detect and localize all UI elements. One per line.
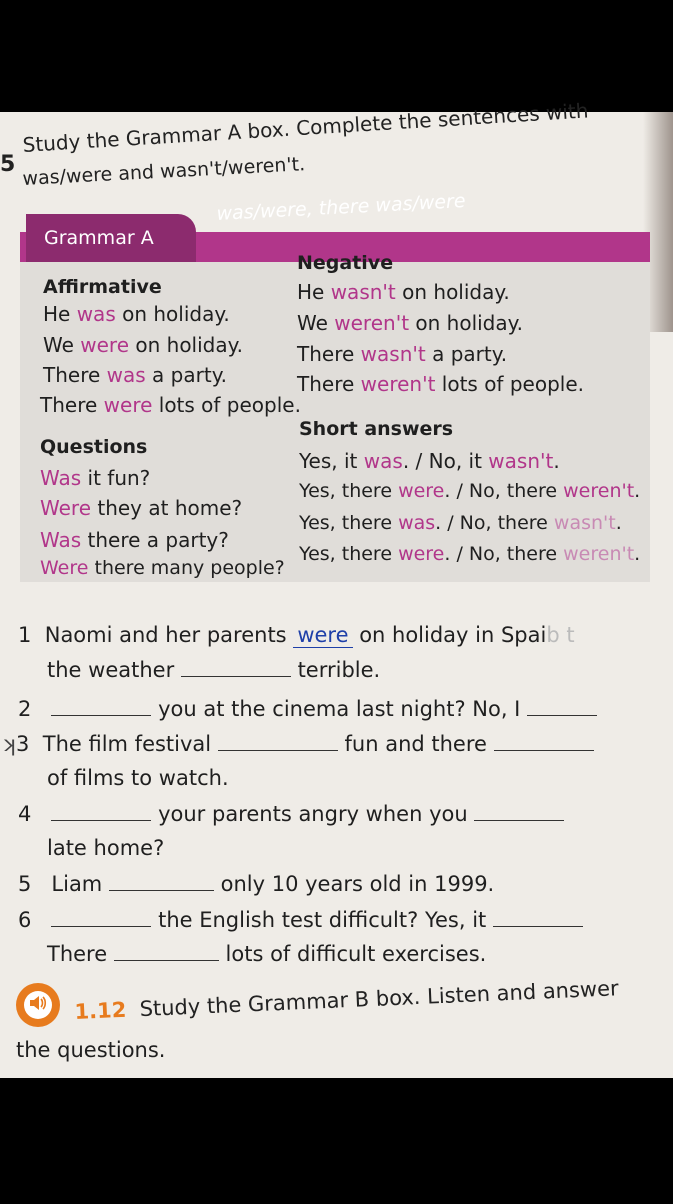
exercise-5-instruction-line-1: Study the Grammar A box. Complete the sentences with xyxy=(22,98,590,157)
blank-field[interactable] xyxy=(114,942,219,961)
item-4-line-2: late home? xyxy=(47,836,165,860)
negative-heading: Negative xyxy=(297,252,394,274)
blank-field[interactable] xyxy=(181,658,291,677)
short-answers-heading: Short answers xyxy=(299,418,454,440)
affirmative-example: He was on holiday. xyxy=(43,302,230,326)
affirmative-example: There were lots of people. xyxy=(40,393,301,417)
negative-example: There weren't lots of people. xyxy=(297,372,584,396)
blank-field[interactable] xyxy=(51,908,151,927)
pencil-mark: ʞ xyxy=(2,732,17,756)
blank-field[interactable] xyxy=(527,697,597,716)
exercise-6-instruction-line-1: 1.12 Study the Grammar B box. Listen and answer xyxy=(74,976,620,1024)
grammar-a-subtitle: was/were, there was/were xyxy=(216,189,467,225)
question-example: Was it fun? xyxy=(40,466,151,490)
affirmative-example: We were on holiday. xyxy=(43,333,243,357)
exercise-5-instruction-line-2: was/were and wasn't/weren't. xyxy=(22,153,306,190)
blank-field[interactable] xyxy=(494,732,594,751)
affirmative-example: There was a party. xyxy=(43,363,228,387)
item-6-line-2: There lots of difficult exercises. xyxy=(47,942,487,966)
item-3-line-2: of films to watch. xyxy=(47,766,229,790)
item-2: 2 you at the cinema last night? No, I xyxy=(18,697,597,721)
affirmative-heading: Affirmative xyxy=(43,276,162,298)
question-example: Was there a party? xyxy=(40,528,229,552)
negative-example: We weren't on holiday. xyxy=(297,311,523,335)
blank-field[interactable] xyxy=(51,697,151,716)
question-example: Were they at home? xyxy=(40,496,243,520)
short-answer-example: Yes, there were. / No, there weren't. xyxy=(299,480,641,502)
exercise-5-number: 5 xyxy=(0,152,16,177)
negative-example: There wasn't a party. xyxy=(297,342,508,366)
blank-field[interactable] xyxy=(474,802,564,821)
blank-field[interactable] xyxy=(109,872,214,891)
short-answer-example: Yes, it was. / No, it wasn't. xyxy=(299,449,560,473)
speaker-icon xyxy=(29,995,47,1011)
short-answer-example: Yes, there were. / No, there weren't. xyxy=(299,543,641,565)
negative-example: He wasn't on holiday. xyxy=(297,280,510,304)
exercise-6-instruction-line-2: the questions. xyxy=(16,1038,166,1062)
item-5: 5 Liam only 10 years old in 1999. xyxy=(18,872,495,896)
track-number: 1.12 xyxy=(74,997,127,1024)
short-answer-example: Yes, there was. / No, there wasn't. xyxy=(299,512,622,534)
item-6: 6 the English test difficult? Yes, it xyxy=(18,908,583,932)
blank-field[interactable] xyxy=(51,802,151,821)
questions-heading: Questions xyxy=(40,436,148,458)
item-3: ʞ3 The film festival fun and there xyxy=(2,732,594,756)
grammar-a-tab: Grammar A xyxy=(26,214,196,262)
item-1: 1 Naomi and her parents were on holiday in Spaib t xyxy=(18,623,575,647)
audio-speaker-icon[interactable] xyxy=(20,985,56,1021)
question-example: Were there many people? xyxy=(40,557,285,579)
item-1-answer: were xyxy=(293,623,352,648)
item-1-line-2: the weather terrible. xyxy=(47,658,381,682)
item-4: 4 your parents angry when you xyxy=(18,802,564,826)
blank-field[interactable] xyxy=(218,732,338,751)
blank-field[interactable] xyxy=(493,908,583,927)
